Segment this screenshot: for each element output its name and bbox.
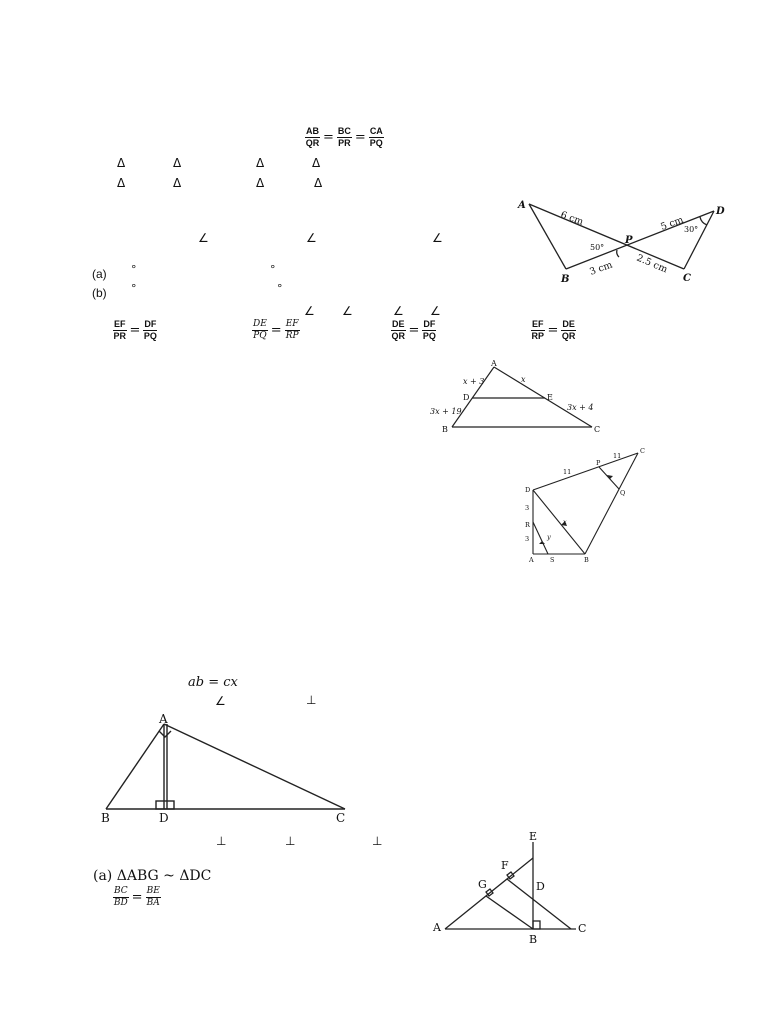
degree-symbol: ° <box>131 282 137 295</box>
right-angle-mark-b <box>533 921 540 929</box>
option-equation-1 <box>113 319 157 342</box>
delta-symbol: Δ <box>312 156 321 170</box>
fraction <box>252 319 268 342</box>
vertex-label-a: A <box>491 359 497 368</box>
part-a-label: (a) <box>93 868 113 884</box>
vertex-label-b: B <box>529 933 538 946</box>
delta-symbol: Δ <box>173 156 182 170</box>
fraction-numerator: EF <box>532 319 544 329</box>
delta-symbol: Δ <box>256 156 265 170</box>
degree-symbol: ° <box>270 263 276 276</box>
vertex-label-r: R <box>525 521 530 529</box>
segment-af <box>445 858 533 929</box>
figure-bowtie-triangles <box>510 195 730 290</box>
option-equation-3 <box>391 319 436 342</box>
angle-arc-p <box>617 250 619 257</box>
measure-dr: 3 <box>525 504 530 512</box>
perpendicular-symbol: ⊥ <box>285 834 296 848</box>
fraction-numerator: DF <box>423 319 436 329</box>
figure-quadrilateral <box>515 443 655 565</box>
option-equation-4 <box>531 319 576 342</box>
vertex-label-e: E <box>529 830 538 843</box>
part-a-statement <box>93 868 211 884</box>
segment-ac <box>164 724 345 809</box>
segment-db <box>533 490 585 554</box>
fraction-numerator: DE <box>562 319 575 329</box>
measure-angle-p: 50° <box>590 243 605 252</box>
segment-cb <box>585 453 638 554</box>
vertex-label-c: C <box>594 425 601 434</box>
measure-angle-d: 30° <box>684 225 699 234</box>
segment-ab <box>452 367 494 427</box>
segment-gb <box>486 896 533 929</box>
fraction-denominator: PQ <box>143 331 157 341</box>
measure-ad: x + 3 <box>463 377 485 386</box>
delta-symbol: Δ <box>314 176 323 190</box>
fraction-denominator: BA <box>146 898 160 908</box>
fraction <box>143 319 157 342</box>
fraction-denominator: RP <box>531 331 545 341</box>
perpendicular-symbol: ⊥ <box>216 834 227 848</box>
angle-symbol: ∠ <box>306 231 317 245</box>
vertex-label-a: A <box>433 921 441 934</box>
angle-symbol: ∠ <box>342 304 353 318</box>
fraction-denominator: PR <box>113 331 127 341</box>
vertex-label-d: D <box>716 206 725 217</box>
item-label-a: (a) <box>92 267 107 281</box>
fraction-ca-pq <box>369 126 384 149</box>
measure-bp: 3 cm <box>588 259 615 278</box>
vertex-label-f: F <box>501 859 509 872</box>
option-equation-2 <box>252 319 300 342</box>
fraction-numerator: DE <box>253 319 267 329</box>
fraction-numerator: AB <box>306 126 319 136</box>
vertex-label-b: B <box>101 811 110 825</box>
vertex-label-b: B <box>561 274 570 285</box>
segment-ab <box>106 724 164 809</box>
vertex-label-p: P <box>625 235 633 246</box>
equals-sign: = <box>547 323 559 338</box>
fraction <box>531 319 545 342</box>
delta-symbol: Δ <box>256 176 265 190</box>
arrow-y <box>539 541 545 544</box>
vertex-label-d: D <box>463 393 470 402</box>
angle-symbol: ∠ <box>198 231 209 245</box>
vertex-label-s: S <box>550 556 555 564</box>
angle-symbol: ∠ <box>393 304 404 318</box>
measure-ra: 3 <box>525 535 530 543</box>
vertex-label-c: C <box>640 447 645 455</box>
perpendicular-symbol: ⊥ <box>306 693 317 707</box>
angle-symbol: ∠ <box>304 304 315 318</box>
measure-pd: 5 cm <box>659 214 686 233</box>
fraction <box>391 319 406 342</box>
fraction-denominator: PQ <box>422 331 436 341</box>
delta-symbol: Δ <box>173 176 182 190</box>
formula-ab-cx: ab = cx <box>188 675 238 690</box>
measure-ap: 6 cm <box>558 209 585 228</box>
vertex-label-a: A <box>159 712 168 726</box>
right-angle-mark-d <box>156 801 174 809</box>
part-a-ratio <box>113 886 161 909</box>
fraction-numerator: BC <box>337 126 351 136</box>
vertex-label-c: C <box>683 273 691 284</box>
fraction-bc-bd <box>113 886 129 909</box>
segment-pq <box>599 467 619 489</box>
segment-rs <box>533 522 548 554</box>
fraction-denominator: PQ <box>369 138 383 148</box>
figure-triangle-efgd <box>428 828 598 948</box>
similarity-ratio-equation <box>305 126 384 149</box>
item-label-b: (b) <box>92 286 107 300</box>
measure-ec: 3x + 4 <box>567 403 594 412</box>
fraction-ab-qr <box>305 126 320 149</box>
vertex-label-c: C <box>578 922 587 935</box>
fraction-numerator: BC <box>114 886 128 896</box>
vertex-label-a: A <box>529 556 534 564</box>
vertex-label-d: D <box>525 486 531 494</box>
angle-symbol: ∠ <box>430 304 441 318</box>
measure-pc: 11 <box>613 452 622 460</box>
vertex-label-b: B <box>584 556 589 564</box>
fraction-denominator: RP <box>285 331 299 341</box>
vertex-label-a: A <box>518 200 526 211</box>
equals-sign: = <box>131 890 143 905</box>
fraction <box>285 319 300 342</box>
vertex-label-c: C <box>336 811 346 825</box>
fraction-denominator: QR <box>561 331 576 341</box>
segment-ac <box>529 204 684 269</box>
segment-ac <box>494 367 592 427</box>
measure-pc: 2.5 cm <box>634 252 670 276</box>
fraction-be-ba <box>146 886 161 909</box>
angle-symbol: ∠ <box>215 694 226 708</box>
measure-dp: 11 <box>563 468 572 476</box>
degree-symbol: ° <box>277 282 283 295</box>
delta-symbol: Δ <box>117 156 126 170</box>
measure-x: x <box>563 518 567 526</box>
fraction-numerator: DE <box>392 319 405 329</box>
fraction <box>561 319 576 342</box>
equals-sign: = <box>408 323 420 338</box>
vertex-label-g: G <box>478 878 487 891</box>
fraction <box>113 319 127 342</box>
segment-dc <box>533 453 638 490</box>
figure-triangle-x <box>425 358 610 438</box>
measure-ae: x <box>521 375 526 384</box>
vertex-label-d: D <box>536 880 545 893</box>
equals-sign: = <box>129 323 141 338</box>
fraction-bc-pr <box>337 126 352 149</box>
measure-y: y <box>547 533 551 541</box>
segment-dc <box>684 211 714 269</box>
angle-symbol: ∠ <box>432 231 443 245</box>
perpendicular-symbol: ⊥ <box>372 834 383 848</box>
fraction-numerator: EF <box>285 319 299 329</box>
figure-right-triangle <box>98 710 358 828</box>
fraction-numerator: CA <box>369 126 383 136</box>
fraction-denominator: PQ <box>253 331 267 341</box>
right-angle-mark-a <box>159 731 171 737</box>
fraction-numerator: DF <box>144 319 157 329</box>
vertex-label-b: B <box>442 425 448 434</box>
vertex-label-p: P <box>596 459 601 467</box>
vertex-label-q: Q <box>620 489 626 497</box>
delta-symbol: Δ <box>117 176 126 190</box>
fraction <box>422 319 436 342</box>
fraction-denominator: PR <box>338 138 351 148</box>
vertex-label-d: D <box>159 811 169 825</box>
angle-arc-d <box>700 217 707 225</box>
similarity-statement: ΔABG ~ ΔDC <box>116 868 212 884</box>
equals-sign: = <box>270 323 282 338</box>
vertex-label-e: E <box>547 393 553 402</box>
fraction-numerator: BE <box>146 886 160 896</box>
equals-sign: = <box>323 130 334 145</box>
fraction-numerator: EF <box>114 319 126 329</box>
fraction-denominator: QR <box>305 138 320 148</box>
fraction-denominator: BD <box>113 898 128 908</box>
degree-symbol: ° <box>131 263 137 276</box>
fraction-denominator: QR <box>391 331 405 341</box>
equals-sign: = <box>354 130 366 145</box>
measure-db: 3x + 19 <box>430 407 462 416</box>
